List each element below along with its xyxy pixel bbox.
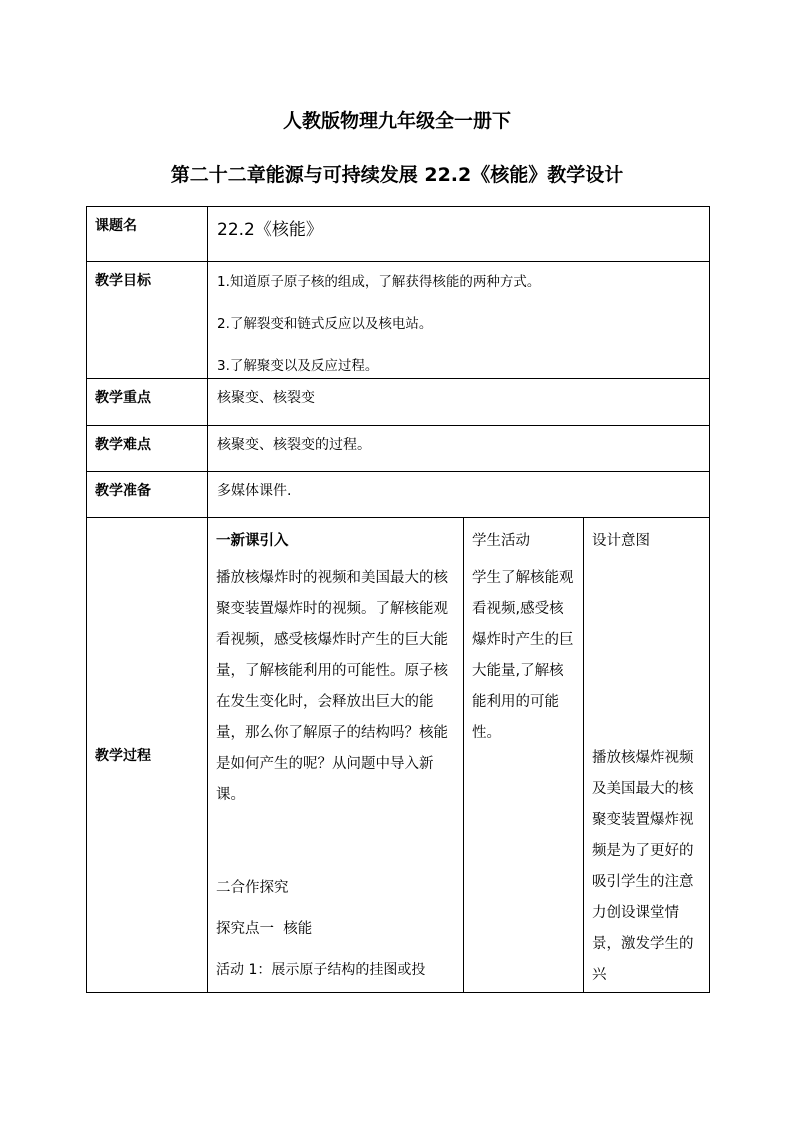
topic-label: 课题名 — [87, 207, 208, 262]
student-activity-heading: 学生活动 — [472, 533, 530, 549]
goals-label: 教学目标 — [87, 262, 208, 379]
key-points-value: 核聚变、核裂变 — [208, 379, 710, 426]
key-points-label: 教学重点 — [87, 379, 208, 426]
intro-paragraph: 播放核爆炸时的视频和美国最大的核聚变装置爆炸时的视频。了解核能观看视频，感受核爆炸时产生的巨大能量，了解核能利用的可能性。原子核在发生变化时，会释放出巨大的能量，那么你了解原子的结构吗？核能是如何产生的呢？从问题中导入新课。 — [216, 570, 448, 803]
process-content-column — [208, 518, 464, 993]
topic-value: 22.2《核能》 — [217, 220, 323, 240]
student-activity-column — [464, 518, 584, 993]
activity-text: 活动 1：展示原子结构的挂图或投 — [216, 962, 426, 978]
student-activity-text: 学生了解核能观看视频,感受核爆炸时产生的巨大能量,了解核能利用的可能性。 — [472, 570, 574, 741]
goals-row — [87, 262, 710, 379]
lesson-plan-table — [86, 206, 710, 993]
difficulties-value: 核聚变、核裂变的过程。 — [208, 426, 710, 472]
design-intent-heading: 设计意图 — [592, 533, 650, 549]
process-row — [87, 518, 710, 993]
goal-item: 1.知道原子原子核的组成，了解获得核能的两种方式。 — [217, 274, 541, 290]
design-intent-text: 播放核爆炸视频及美国最大的核聚变装置爆炸视频是为了更好的吸引学生的注意力创设课堂情景，激发学生的兴 — [592, 750, 694, 983]
difficulties-row — [87, 426, 710, 472]
topic-row — [87, 207, 710, 262]
new-lesson-heading: 一新课引入 — [216, 533, 289, 549]
difficulties-label: 教学难点 — [87, 426, 208, 472]
page-title: 人教版物理九年级全一册下 — [282, 110, 511, 132]
preparation-label: 教学准备 — [87, 472, 208, 518]
design-intent-column — [584, 518, 710, 993]
key-points-row — [87, 379, 710, 426]
goal-item: 2.了解裂变和链式反应以及核电站。 — [217, 316, 433, 332]
preparation-value: 多媒体课件. — [208, 472, 710, 518]
exploration-point: 探究点一 核能 — [216, 921, 313, 937]
preparation-row — [87, 472, 710, 518]
goal-item: 3.了解聚变以及反应过程。 — [217, 358, 379, 374]
page-subtitle: 第二十二章能源与可持续发展 22.2《核能》教学设计 — [170, 164, 624, 186]
process-label: 教学过程 — [87, 518, 208, 993]
cooperation-heading: 二合作探究 — [216, 880, 289, 896]
